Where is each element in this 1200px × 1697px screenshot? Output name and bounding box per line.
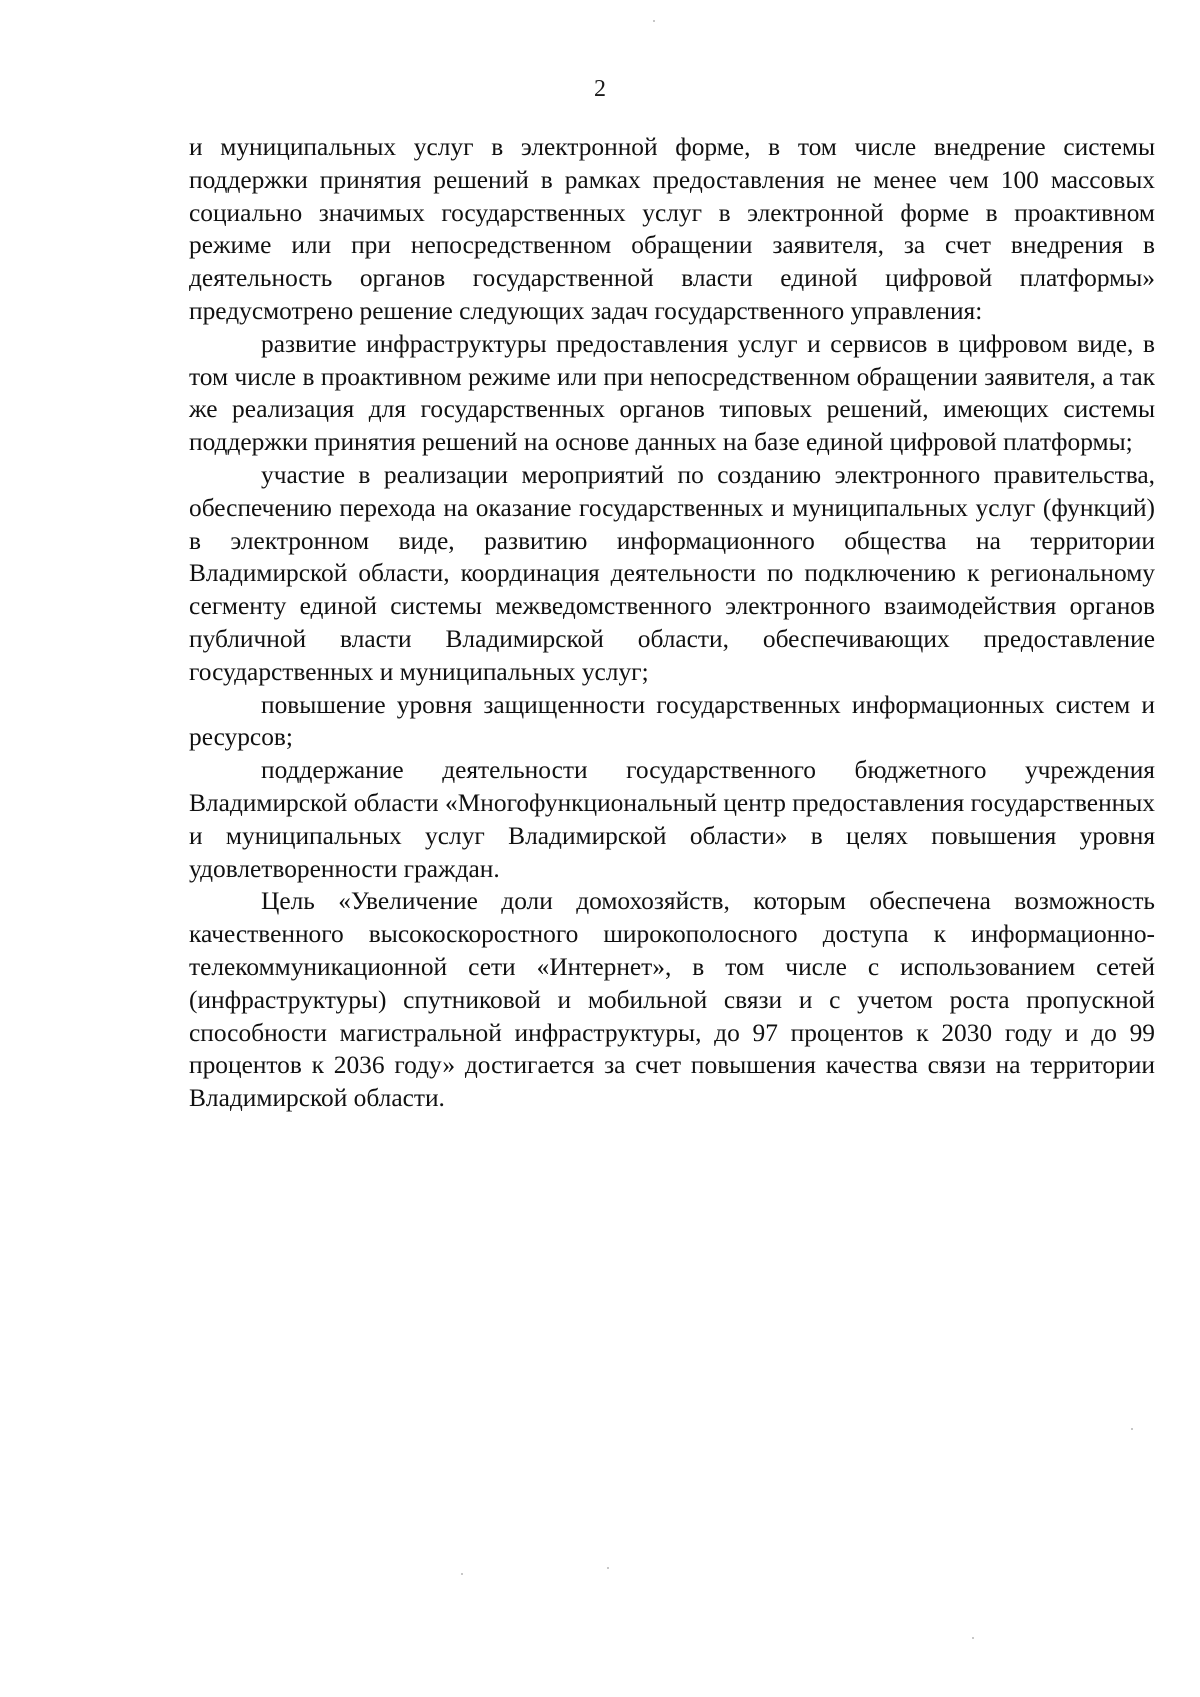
scan-speck [1131,1428,1133,1430]
paragraph-2: развитие инфраструктуры предоставления услуг и сервисов в цифровом виде, в том числе в проактивном режиме или при непосредственном обращении заявителя, а так же реализация для государственных органов типовых решений, имеющих системы поддержки принятия решений на основе данных на базе единой цифровой платформы; [189,329,1155,457]
paragraph-1: и муниципальных услуг в электронной форме, в том числе внедрение системы поддержки принятия решений в рамках предоставления не менее чем 100 массовых социально значимых государственных услуг в электронной форме в проактивном режиме или при непосредственном обращении заявителя, за счет внедрения в деятельность органов государственной власти единой цифровой платформы» предусмотрено решение следующих задач государственного управления: [189,133,1155,325]
page-number: 2 [594,76,606,102]
document-body [189,131,1155,1115]
scan-speck [653,20,655,22]
paragraph-5: поддержание деятельности государственного бюджетного учреждения Владимирской области «Многофункциональный центр предоставления государственных и муниципальных услуг Владимирской области» в целях повышения уровня удовлетворенности граждан. [189,756,1155,883]
scan-speck [461,1573,463,1575]
scan-speck [607,1567,609,1569]
paragraph-4: повышение уровня защищенности государственных информационных систем и ресурсов; [189,690,1155,752]
scan-speck [972,1637,974,1639]
paragraph-6: Цель «Увеличение доли домохозяйств, которым обеспечена возможность качественного высокоскоростного широкополосного доступа к информационно-телекоммуникационной сети «Интернет», в том числе с использованием сетей (инфраструктуры) спутниковой и мобильной связи и с учетом роста пропускной способности магистральной инфраструктуры, до 97 процентов к 2030 году и до 99 процентов к 2036 году» достигается за счет повышения качества связи на территории Владимирской области. [189,887,1155,1113]
paragraph-3: участие в реализации мероприятий по созданию электронного правительства, обеспечению перехода на оказание государственных и муниципальных услуг (функций) в электронном виде, развитию информационного общества на территории Владимирской области, координация деятельности по подключению к региональному сегменту единой системы межведомственного электронного взаимодействия органов публичной власти Владимирской области, обеспечивающих предоставление государственных и муниципальных услуг; [189,460,1155,686]
